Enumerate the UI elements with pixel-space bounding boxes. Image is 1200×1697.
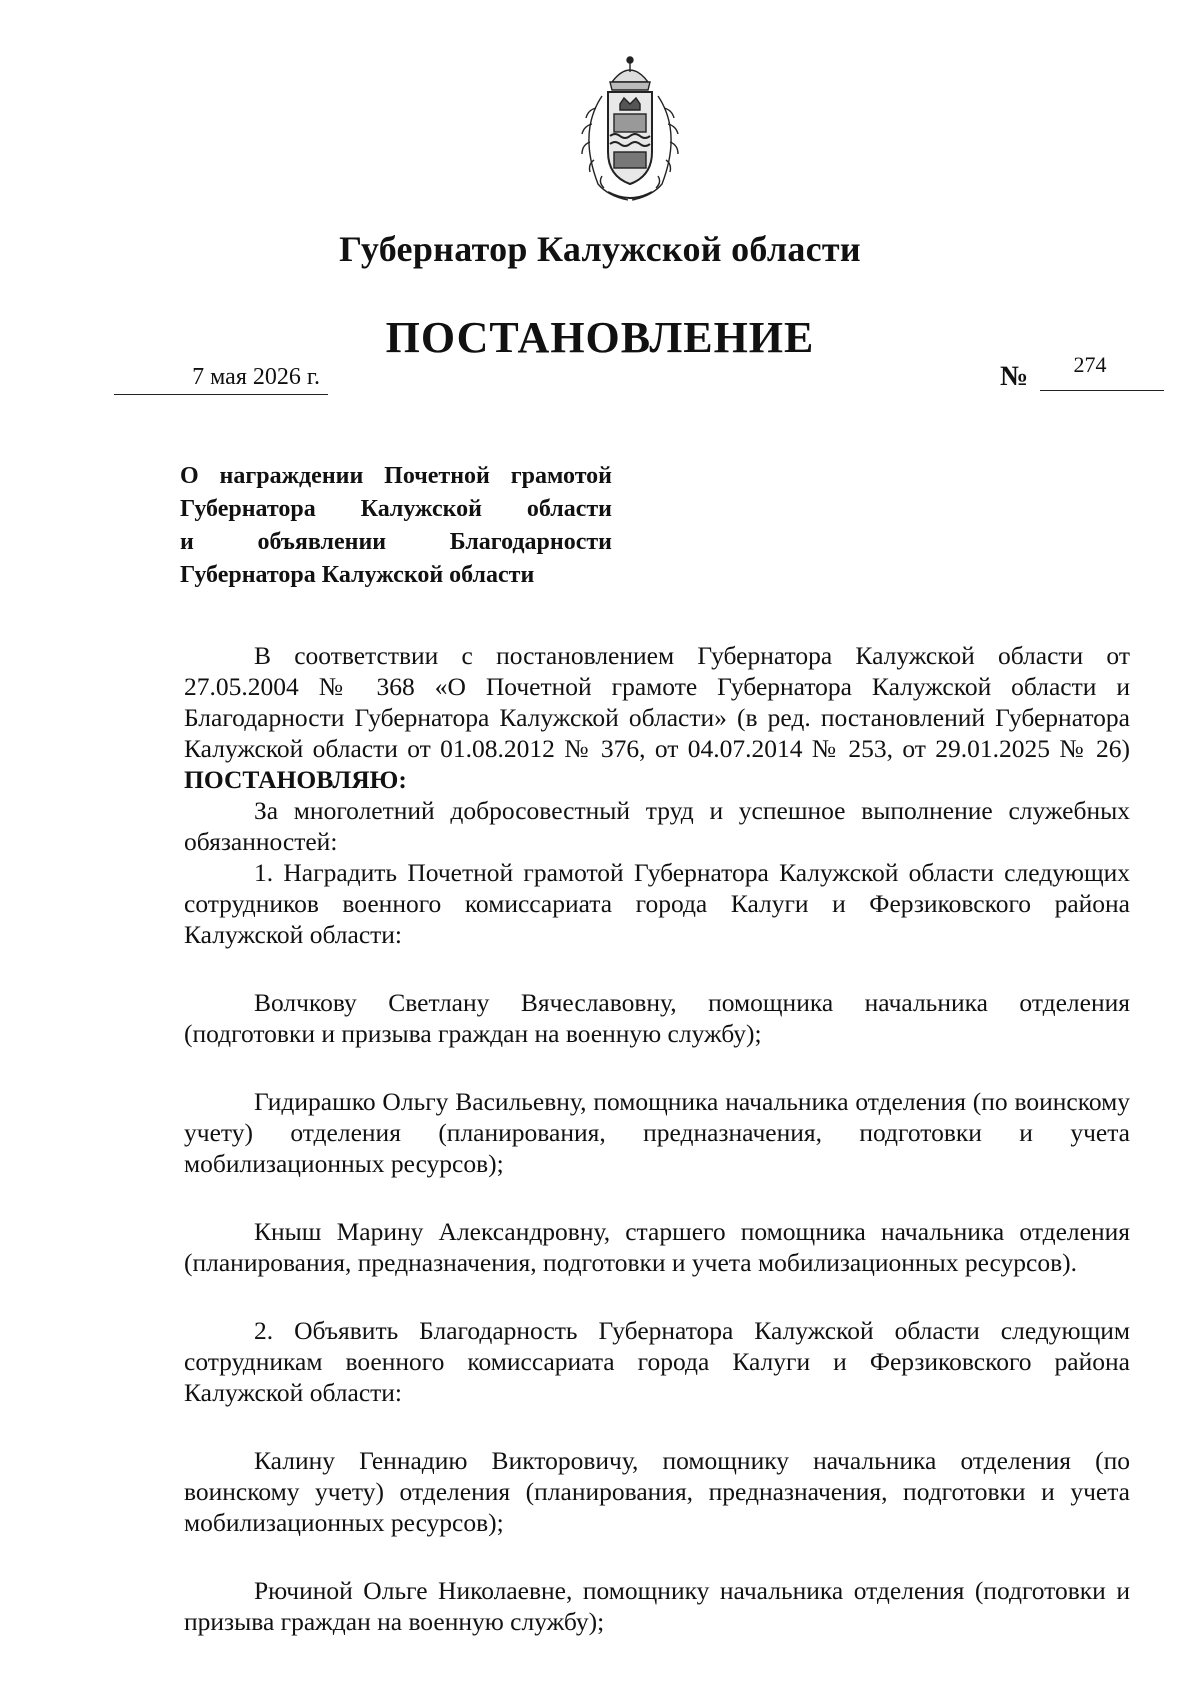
item-2-paragraph: 2. Объявить Благодарность Губернатора Калужской области следующим сотрудникам военного комиссариата города Калуги и Ферзиковского района Калужской области: [184,1316,1130,1407]
awardee-paragraph: Кныш Марину Александровну, старшего помощника начальника отделения (планирования, предназначения, подготовки и учета мобилизационных ресурсов). [184,1217,1130,1277]
subject-line: Губернатора Калужской области [180,496,612,522]
awardee-paragraph: Гидирашко Ольгу Васильевну, помощника начальника отделения (по воинскому учету) отделения (планирования, предназначения, подготовки и учета мобилизационных ресурсов); [184,1087,1130,1178]
preamble-text: В соответствии с постановлением Губернатора Калужской области от 27.05.2004 № 368 «О Почетной грамоте Губернатора Калужской области и Благодарности Губернатора Калужской области» (в ред. постановлений Губернатора Калужской области от 01.08.2012 № 376, от 04.07.2014 № 253, от 29.01.2025 № 26) [184,641,1130,763]
kaluga-coat-of-arms-icon [568,52,692,206]
preamble-paragraph [184,640,1130,795]
document-number-text: 274 [1073,352,1107,377]
awardee-paragraph: Рючиной Ольге Николаевне, помощнику начальника отделения (подготовки и призыва граждан на военную службу); [184,1576,1130,1636]
document-subject [180,460,612,592]
decree-word: ПОСТАНОВЛЯЮ: [184,765,407,794]
document-authority: Губернатор Калужской области [339,229,861,269]
subject-line: Губернатора Калужской области [180,562,535,588]
subject-line: и объявлении Благодарности [180,529,612,555]
document-body [184,640,1130,1637]
awardee-paragraph: Волчкову Светлану Вячеславовну, помощника начальника отделения (подготовки и призыва граждан на военную службу); [184,988,1130,1048]
document-date-text: 7 мая 2026 г. [192,364,320,390]
document-type: ПОСТАНОВЛЕНИЕ [385,313,815,362]
document-date [114,360,328,395]
subject-line: О награждении Почетной грамотой [180,463,612,489]
item-1-paragraph: 1. Наградить Почетной грамотой Губернатора Калужской области следующих сотрудников военного комиссариата города Калуги и Ферзиковского района Калужской области: [184,858,1130,949]
document-number-label: № [1000,361,1029,392]
awardee-paragraph: Калину Геннадию Викторовичу, помощнику начальника отделения (по воинскому учету) отделения (планирования, предназначения, подготовки и учета мобилизационных ресурсов); [184,1446,1130,1537]
document-number [1040,354,1164,391]
reason-paragraph: За многолетний добросовестный труд и успешное выполнение служебных обязанностей: [184,796,1130,856]
